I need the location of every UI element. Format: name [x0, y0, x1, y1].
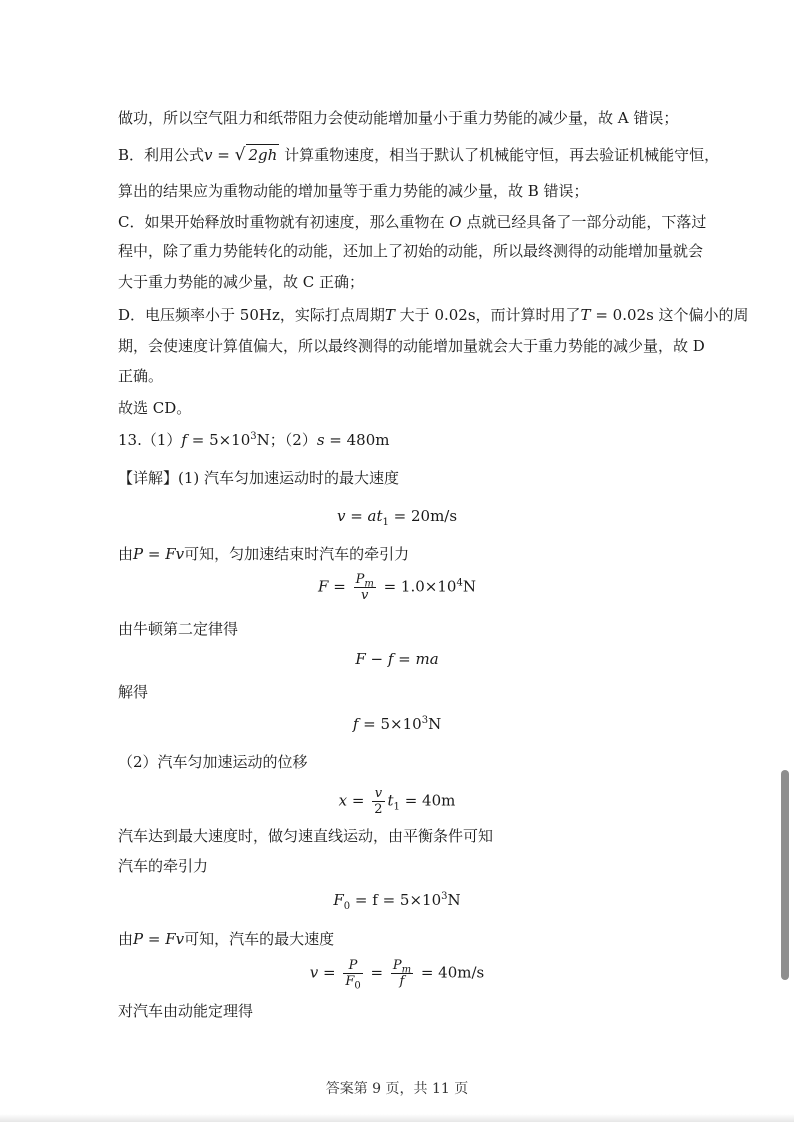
option-c-line: C．如果开始释放时重物就有初速度，那么重物在 O 点就已经具备了一部分动能，下落过 — [118, 213, 707, 231]
text-line: 汽车的牵引力 — [118, 857, 209, 875]
option-b-line: B．利用公式v = √ 2gh 计算重物速度，相当于默认了机械能守恒，再去验证机械能守恒， — [118, 145, 720, 165]
equation-friction: $f = 5\times 10^3N$ — [352, 715, 442, 733]
text-line: 大于重力势能的减少量，故 C 正确； — [118, 273, 365, 291]
question-13-answer: $13.(1)f = 5\times 10^3N$；（2）s = 480m — [118, 431, 390, 449]
page-footer: 答案第 9 页，共 11 页 — [325, 1081, 469, 1097]
option-d-line: D．电压频率小于 50Hz，实际打点周期T 大于 0.02s，而计算时用了T = 0.02s 这个偏小的周 — [118, 306, 749, 324]
text-line: 由牛顿第二定律得 — [118, 620, 239, 638]
part-2-heading: （2）汽车匀加速运动的位移 — [118, 753, 308, 771]
equation-traction-force: F = $\frac{P_m}{v}$ = $1.0\times 10^4N$ — [318, 572, 476, 603]
equation-displacement: x = $\frac{v}{2}$ $t_1 = 40m$ — [338, 786, 456, 817]
scrollbar-thumb[interactable] — [781, 770, 789, 980]
text-line: 解得 — [118, 683, 149, 701]
text-line: 做功，所以空气阻力和纸带阻力会使动能增加量小于重力势能的减少量，故 A 错误； — [118, 109, 679, 127]
page-edge — [0, 1114, 794, 1122]
equation-max-speed: v = $\frac{P}{F_0}$ = $\frac{P_m}{f}$ = 40m/s — [309, 958, 485, 992]
detail-heading: 【详解】(1) 汽车匀加速运动时的最大速度 — [118, 469, 400, 487]
text-line: 对汽车由动能定理得 — [118, 1002, 254, 1020]
text-line: 汽车达到最大速度时，做匀速直线运动，由平衡条件可知 — [118, 827, 494, 845]
equation-newton: F − f = ma — [355, 650, 439, 668]
text-line: 正确。 — [118, 367, 164, 385]
answer-selection: 故选 CD。 — [118, 399, 192, 417]
text-line: 算出的结果应为重物动能的增加量等于重力势能的减少量，故 B 错误； — [118, 182, 589, 200]
text-line: 程中，除了重力势能转化的动能，还加上了初始的动能，所以最终测得的动能增加量就会 — [118, 242, 704, 260]
equation-max-velocity: $v = at_1 = 20m/s$ — [336, 507, 458, 528]
equation-traction-constant: $F_0 = f = 5\times 10^3N$ — [333, 891, 461, 912]
text-line: 由P = Fv可知，汽车的最大速度 — [118, 930, 335, 948]
text-line: 由P = Fv可知，匀加速结束时汽车的牵引力 — [118, 545, 410, 563]
text-line: 期，会使速度计算值偏大，所以最终测得的动能增加量就会大于重力势能的减少量，故 D — [118, 337, 705, 355]
